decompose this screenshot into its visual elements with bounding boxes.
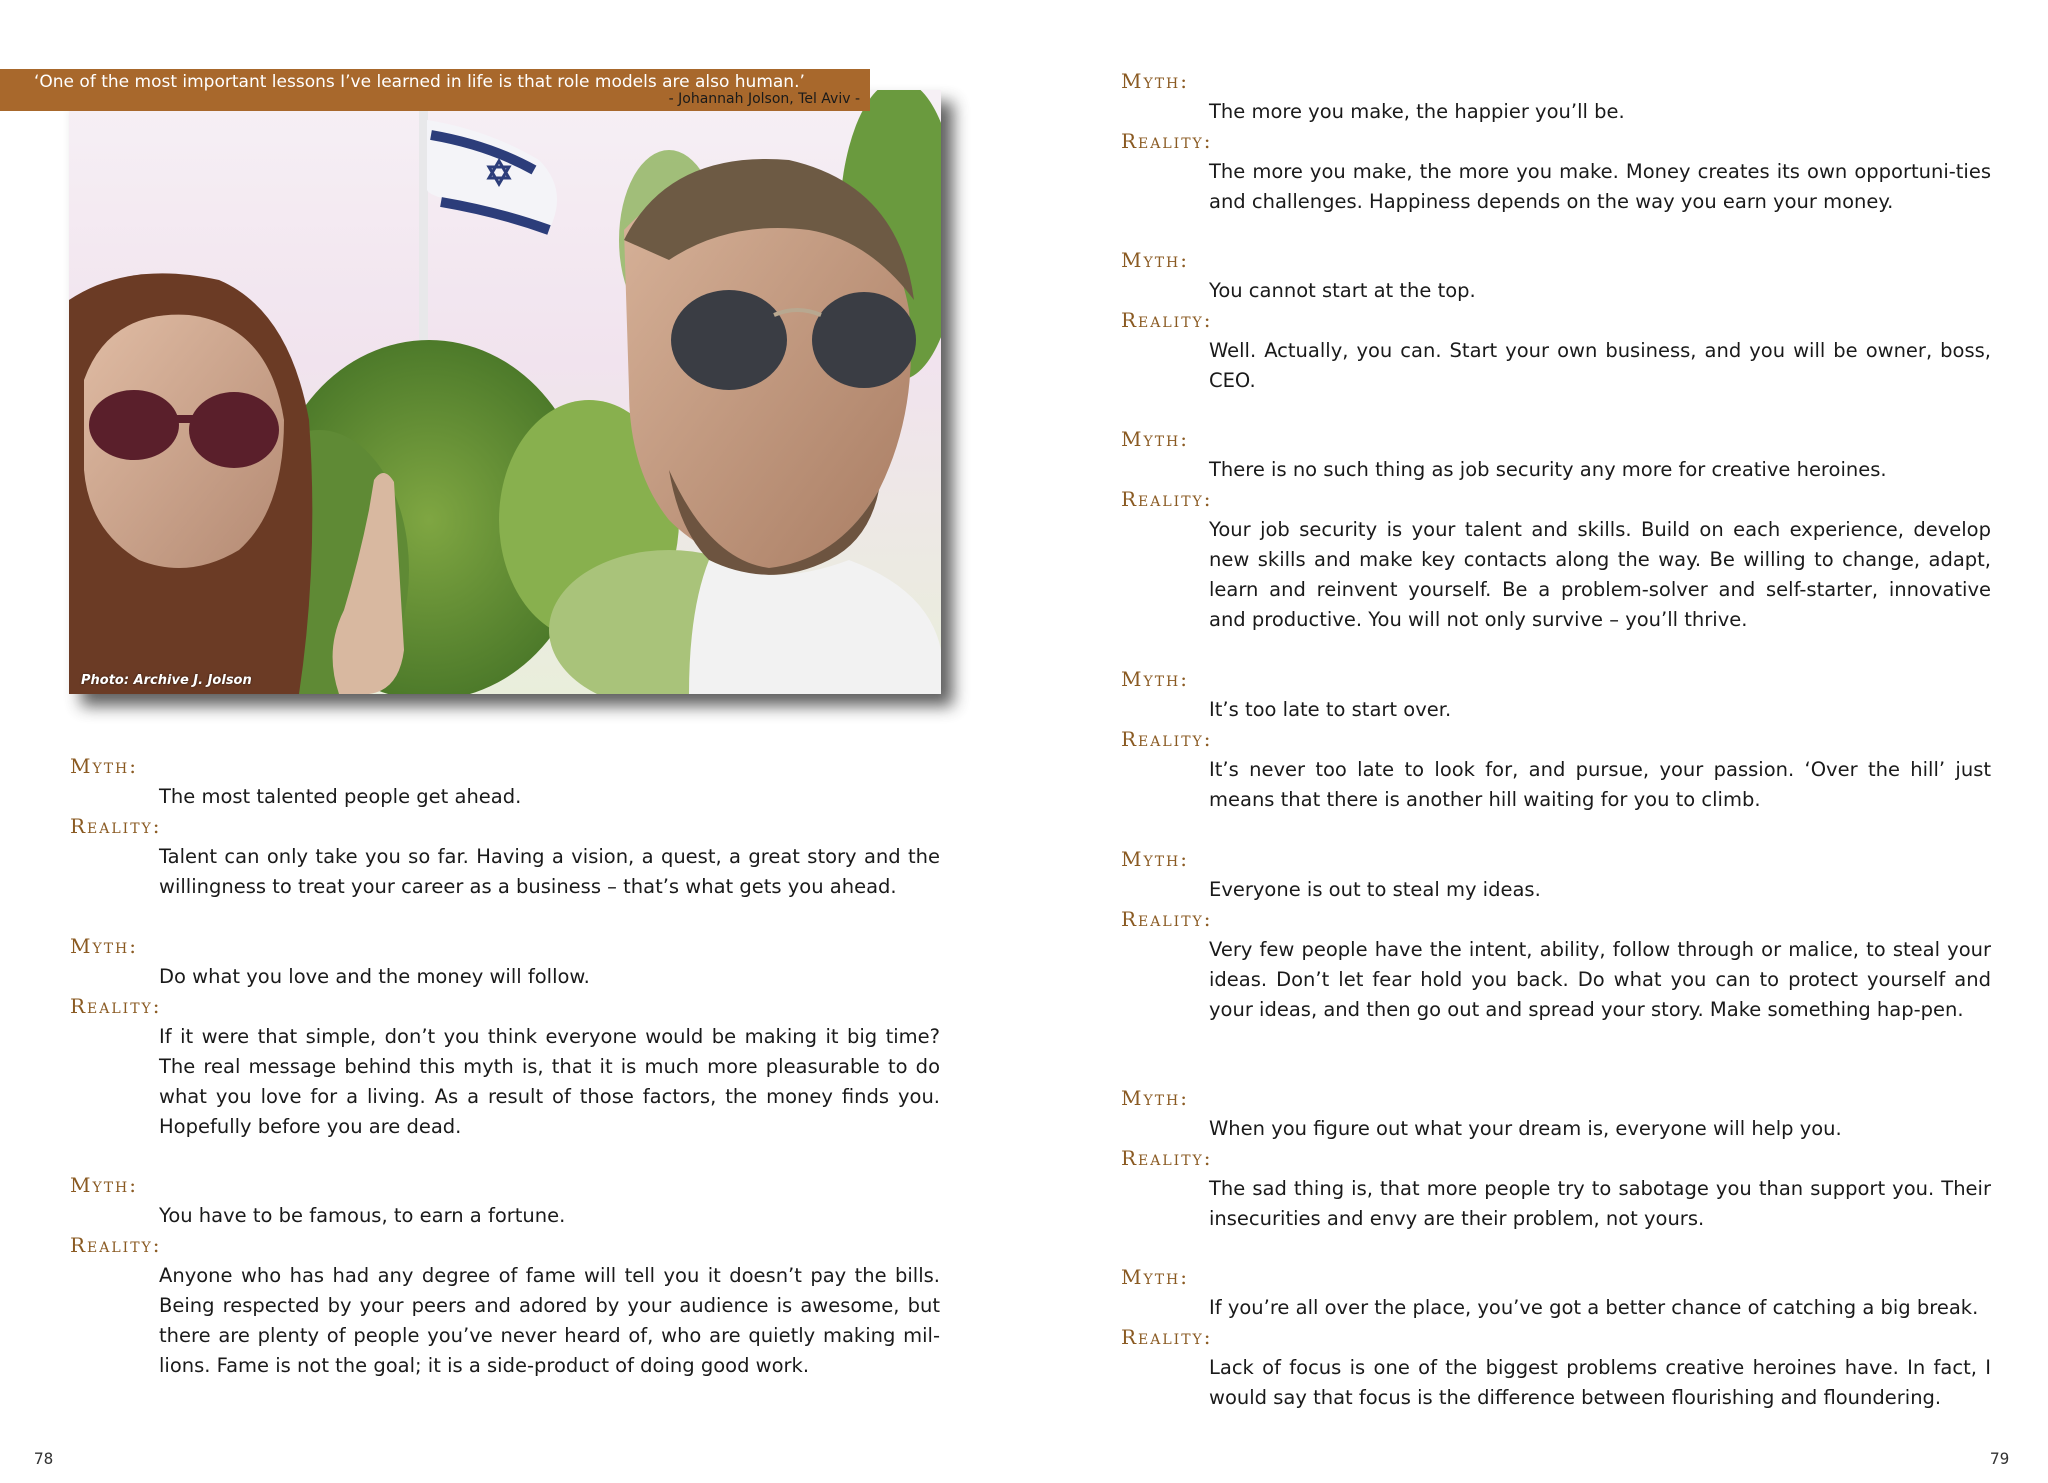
- myth-text: If you’re all over the place, you’ve got a better chance of catching a big break.: [1209, 1296, 1979, 1319]
- selfie-photo: [69, 90, 941, 694]
- photo-frame: [69, 90, 941, 694]
- myth-reality-block: [1121, 425, 1991, 635]
- reality-text: It’s never too late to look for, and pursue, your passion. ‘Over the hill’ just means that there is another hill waiting for you to climb.: [1209, 758, 1991, 811]
- myth-label: Myth:: [1121, 427, 1190, 451]
- reality-text: Talent can only take you so far. Having a vision, a quest, a great story and the willingness to treat your career as a business – that’s what gets you ahead.: [159, 845, 940, 898]
- myth-text: Do what you love and the money will follow.: [159, 965, 590, 988]
- myth-label: Myth:: [1121, 69, 1190, 93]
- photo-credit: Photo: Archive J. Jolson: [81, 673, 252, 688]
- myth-label: Myth:: [1121, 1086, 1190, 1110]
- myth-text: It’s too late to start over.: [1209, 698, 1452, 721]
- quote-text: ‘One of the most important lessons I’ve learned in life is that role models are also human.’: [34, 72, 805, 92]
- reality-text: Lack of focus is one of the biggest problems creative heroines have. In fact, I would say that focus is the difference between flourishing and floundering.: [1209, 1356, 1991, 1409]
- reality-text: Your job security is your talent and skills. Build on each experience, develop new skills and make key contacts along the way. Be willing to change, adapt, learn and reinvent yourself. Be a problem-solver and self-starter, innovative and productive. You will not only survive – you’ll thrive.: [1209, 518, 1991, 631]
- reality-text: The more you make, the more you make. Money creates its own opportuni-ties and challenges. Happiness depends on the way you earn your money.: [1209, 160, 1991, 213]
- myth-text: When you figure out what your dream is, everyone will help you.: [1209, 1117, 1842, 1140]
- reality-text: Well. Actually, you can. Start your own business, and you will be owner, boss, CEO.: [1209, 339, 1991, 392]
- reality-text: If it were that simple, don’t you think everyone would be making it big time? The real message behind this myth is, that it is much more pleasurable to do what you love for a living. As a result of those factors, the money finds you. Hopefully before you are dead.: [159, 1025, 940, 1138]
- myth-reality-block: [1121, 665, 1991, 815]
- myth-text: The most talented people get ahead.: [159, 785, 522, 808]
- myth-reality-block: [70, 752, 940, 902]
- page-number: 79: [1990, 1449, 2010, 1468]
- reality-label: Reality:: [1121, 907, 1213, 931]
- myth-label: Myth:: [1121, 667, 1190, 691]
- myth-label: Myth:: [70, 934, 139, 958]
- myth-reality-block: [1121, 246, 1991, 396]
- myth-label: Myth:: [1121, 1265, 1190, 1289]
- reality-label: Reality:: [1121, 129, 1213, 153]
- right-page: [1024, 0, 2048, 1483]
- myth-text: The more you make, the happier you’ll be.: [1209, 100, 1625, 123]
- reality-label: Reality:: [1121, 487, 1213, 511]
- reality-label: Reality:: [70, 994, 162, 1018]
- myth-label: Myth:: [1121, 248, 1190, 272]
- myth-reality-block: [70, 1171, 940, 1381]
- reality-label: Reality:: [1121, 1325, 1213, 1349]
- myth-label: Myth:: [1121, 847, 1190, 871]
- reality-label: Reality:: [1121, 308, 1213, 332]
- quote-banner: [0, 69, 870, 111]
- quote-author: - Johannah Jolson, Tel Aviv -: [668, 91, 860, 107]
- myth-label: Myth:: [70, 754, 139, 778]
- reality-label: Reality:: [1121, 1146, 1213, 1170]
- reality-label: Reality:: [1121, 727, 1213, 751]
- myth-reality-block: [1121, 1263, 1991, 1413]
- myth-text: You have to be famous, to earn a fortune.: [159, 1204, 566, 1227]
- photo-illustration: [69, 90, 941, 694]
- myth-reality-block: [70, 932, 940, 1142]
- myth-text: There is no such thing as job security any more for creative heroines.: [1209, 458, 1887, 481]
- myth-reality-block: [1121, 67, 1991, 217]
- myth-reality-block: [1121, 1084, 1991, 1234]
- reality-text: Anyone who has had any degree of fame will tell you it doesn’t pay the bills. Being respected by your peers and adored by your audience is awesome, but there are plenty of people you’ve never heard of, who are quietly making mil-lions. Fame is not the goal; it is a side-product of doing good work.: [159, 1264, 940, 1377]
- myth-label: Myth:: [70, 1173, 139, 1197]
- reality-text: Very few people have the intent, ability, follow through or malice, to steal your ideas. Don’t let fear hold you back. Do what you can to protect yourself and your ideas, and then go out and spread your story. Make something hap-pen.: [1209, 938, 1991, 1021]
- myth-text: Everyone is out to steal my ideas.: [1209, 878, 1541, 901]
- reality-label: Reality:: [70, 1233, 162, 1257]
- reality-label: Reality:: [70, 814, 162, 838]
- page-number: 78: [34, 1449, 54, 1468]
- myth-reality-block: [1121, 845, 1991, 1025]
- myth-text: You cannot start at the top.: [1209, 279, 1476, 302]
- reality-text: The sad thing is, that more people try to sabotage you than support you. Their insecurities and envy are their problem, not yours.: [1209, 1177, 1991, 1230]
